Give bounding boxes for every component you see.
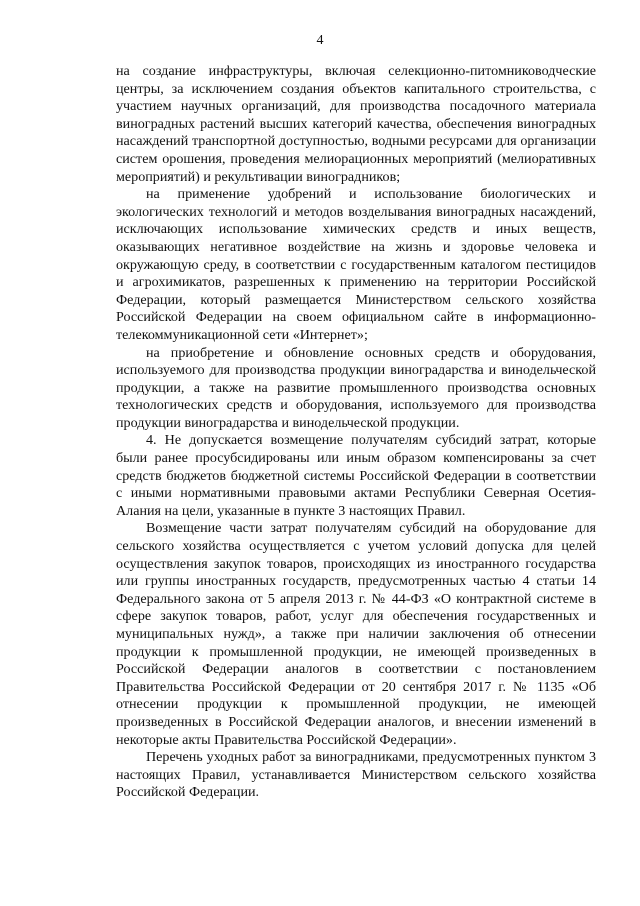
paragraph-item-4: 4. Не допускается возмещение получателям субсидий затрат, которые были ранее просубсидированы или иным образом компенсированы за счет средств бюджетов бюджетной системы Российской Федерации в соответствии с иными нормативными правовыми актами Республики Северная Осетия-Алания на цели, указанные в пункте 3 настоящих Правил.: [116, 432, 596, 519]
paragraph-fertilizers: на применение удобрений и использование биологических и экологических технологий и методов возделывания виноградных насаждений, исключающих использование химических средств и иных веществ, оказывающих негативное воздействие на жизнь и здоровье человека и окружающую среду, в соответствии с государственным каталогом пестицидов и агрохимикатов, разрешенных к применению на территории Российской Федерации, который размещается Министерством сельского хозяйства Российской Федерации на своем официальном сайте в информационно-телекоммуникационной сети «Интернет»;: [116, 186, 596, 343]
page-number: 4: [316, 33, 324, 48]
document-body: [116, 63, 596, 802]
paragraph-reimbursement-conditions: Возмещение части затрат получателям субсидий на оборудование для сельского хозяйства осуществляется с учетом условий допуска для целей осуществления закупок товаров, происходящих из иностранного государства или группы иностранных государств, предусмотренных частью 4 статьи 14 Федерального закона от 5 апреля 2013 г. № 44-ФЗ «О контрактной системе в сфере закупок товаров, работ, услуг для обеспечения государственных и муниципальных нужд», а также при наличии заключения об отнесении продукции к промышленной продукции, не имеющей произведенных в Российской Федерации аналогов в соответствии с постановлением Правительства Российской Федерации от 20 сентября 2017 г. № 1135 «Об отнесении продукции к промышленной продукции, не имеющей произведенных в Российской Федерации аналогов, и внесении изменений в некоторые акты Правительства Российской Федерации».: [116, 520, 596, 748]
paragraph-infrastructure: на создание инфраструктуры, включая селекционно-питомниководческие центры, за исключением создания объектов капитального строительства, с участием научных организаций, для производства посадочного материала виноградных растений высших категорий качества, обеспечения виноградных насаждений транспортной доступностью, водными ресурсами для организации систем орошения, проведения мелиорационных мероприятий (мелиоративных мероприятий) и рекультивации виноградников;: [116, 63, 596, 185]
paragraph-equipment: на приобретение и обновление основных средств и оборудования, используемого для производства продукции виноградарства и винодельческой продукции, а также на развитие промышленного производства основных технологических средств и оборудования, используемого для производства продукции виноградарства и винодельческой продукции.: [116, 344, 596, 431]
paragraph-maintenance-list: Перечень уходных работ за виноградниками, предусмотренных пунктом 3 настоящих Правил, устанавливается Министерством сельского хозяйства Российской Федерации.: [116, 749, 596, 801]
